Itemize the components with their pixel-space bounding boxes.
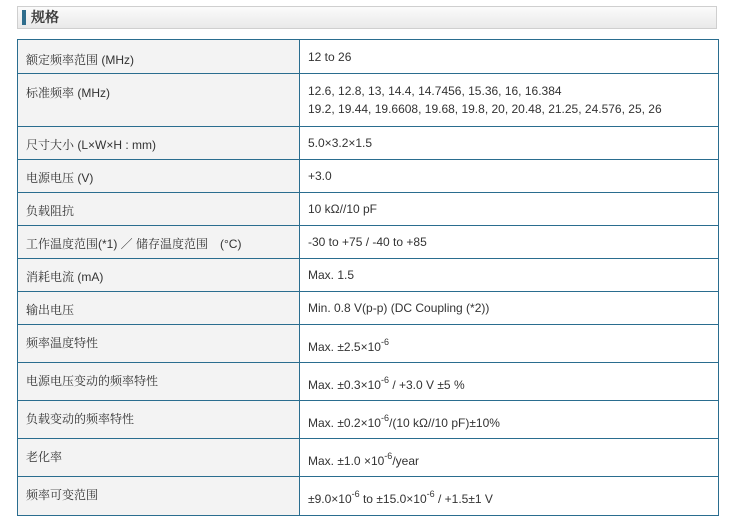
table-row xyxy=(18,193,719,226)
value-line-2: 19.2, 19.44, 19.6608, 19.68, 19.8, 20, 20.48, 21.25, 24.576, 25, 26 xyxy=(308,102,662,116)
row-value: Max. $\pm 0.2\times 10^{-6}/(10$ kΩ//10 pF)±10% xyxy=(300,401,719,439)
header-accent-bar xyxy=(22,10,26,25)
row-label: 输出电压 xyxy=(18,292,300,325)
row-label: 消耗电流 (mA) xyxy=(18,259,300,292)
table-row xyxy=(18,363,719,401)
row-value: $\pm 9.0\times 10^{-6}$ to $\pm 15.0\times 10^{-6} / +1.5\pm 1$ V xyxy=(300,477,719,516)
row-value: Max. 1.5 xyxy=(300,259,719,292)
section-header xyxy=(17,6,717,29)
row-label: 额定频率范围 (MHz) xyxy=(18,40,300,74)
table-row xyxy=(18,259,719,292)
table-row xyxy=(18,74,719,127)
row-label: 频率可变范围 xyxy=(18,477,300,516)
table-row xyxy=(18,477,719,516)
table-row xyxy=(18,40,719,74)
row-value: 12 to 26 xyxy=(300,40,719,74)
row-label: 电源电压 (V) xyxy=(18,160,300,193)
table-row xyxy=(18,127,719,160)
row-value: 5.0×3.2×1.5 xyxy=(300,127,719,160)
table-row xyxy=(18,226,719,259)
row-label: 尺寸大小 (L×W×H : mm) xyxy=(18,127,300,160)
row-value: +3.0 xyxy=(300,160,719,193)
table-row xyxy=(18,325,719,363)
row-label: 标准频率 (MHz) xyxy=(18,74,300,127)
row-value: Min. 0.8 V(p-p) (DC Coupling (*2)) xyxy=(300,292,719,325)
row-value: -30 to +75 / -40 to +85 xyxy=(300,226,719,259)
row-label: 工作温度范围(*1) ／ 储存温度范围 (°C) xyxy=(18,226,300,259)
row-label: 负载变动的频率特性 xyxy=(18,401,300,439)
row-value xyxy=(300,74,719,127)
row-label: 老化率 xyxy=(18,439,300,477)
row-value: 10 kΩ//10 pF xyxy=(300,193,719,226)
section-title: 规格 xyxy=(31,9,59,25)
spec-table xyxy=(17,39,719,516)
value-line-1: 12.6, 12.8, 13, 14.4, 14.7456, 15.36, 16, 16.384 xyxy=(308,84,562,98)
row-value: Max. $\pm 0.3\times 10^{-6} / +3.0$ V ±5 % xyxy=(300,363,719,401)
table-row xyxy=(18,401,719,439)
row-label: 负载阻抗 xyxy=(18,193,300,226)
row-value: Max. $\pm 2.5\times 10^{-6}$ xyxy=(300,325,719,363)
row-label: 电源电压变动的频率特性 xyxy=(18,363,300,401)
row-value: Max. $\pm 1.0 \times 10^{-6}$/year xyxy=(300,439,719,477)
table-row xyxy=(18,292,719,325)
table-row xyxy=(18,160,719,193)
table-row xyxy=(18,439,719,477)
row-label: 频率温度特性 xyxy=(18,325,300,363)
